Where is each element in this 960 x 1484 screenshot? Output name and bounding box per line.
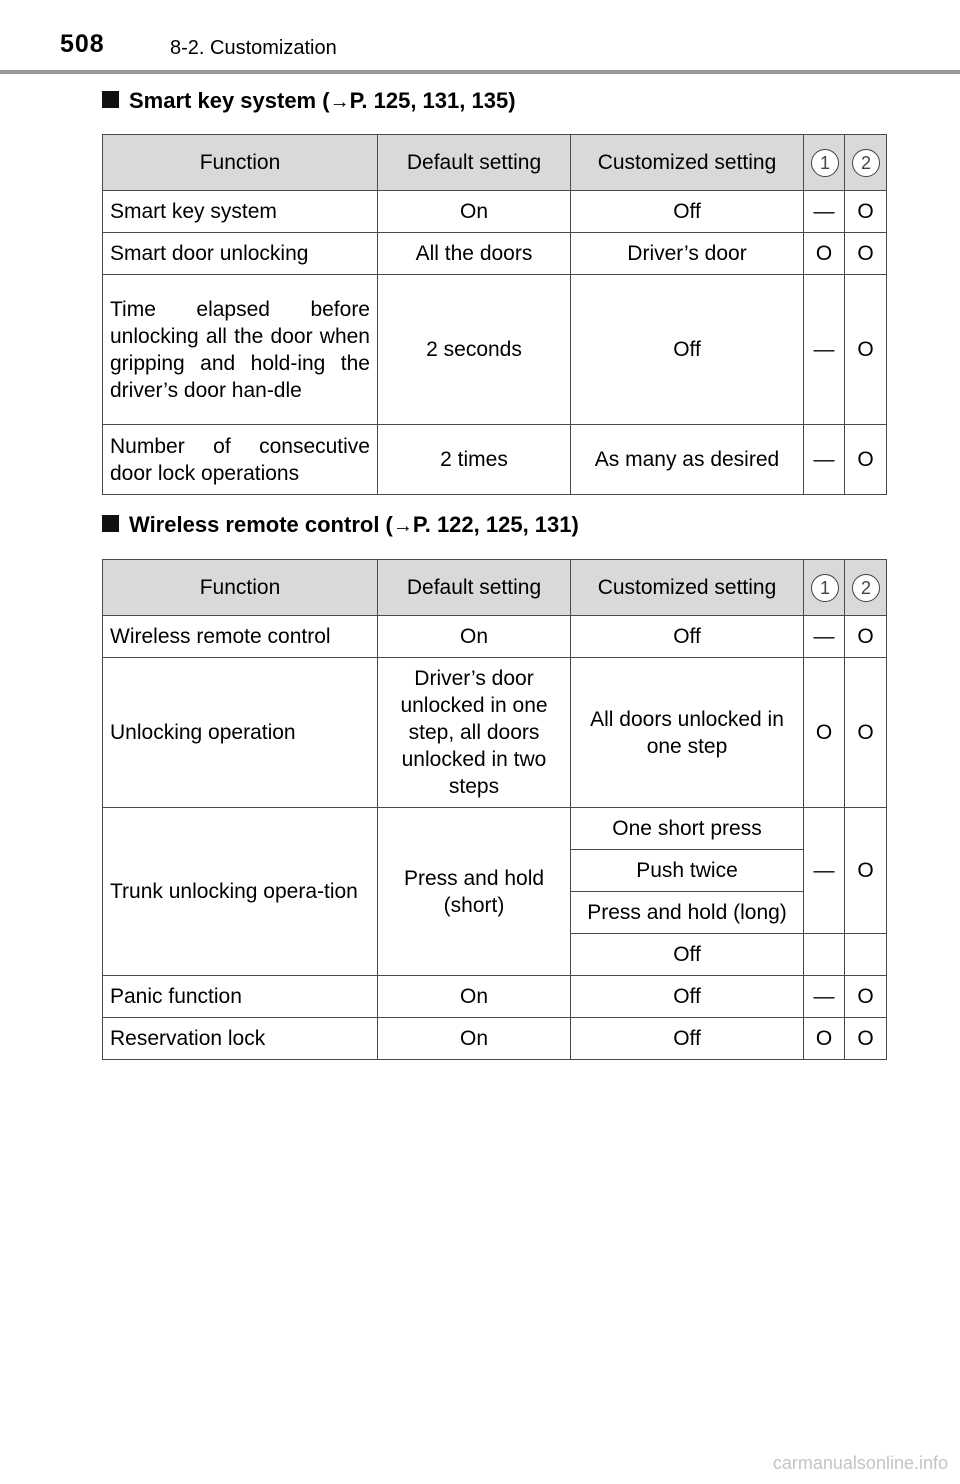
- default-cell: Press and hold (short): [378, 808, 571, 976]
- default-cell: On: [378, 976, 571, 1018]
- empty-cell: [804, 934, 845, 976]
- col1-cell: O: [804, 233, 845, 275]
- table-row: [103, 233, 887, 275]
- column-header-customized: Customized setting: [571, 560, 804, 616]
- function-cell: Wireless remote control: [103, 616, 378, 658]
- col2-cell: O: [845, 425, 887, 495]
- column-header-default: Default setting: [378, 135, 571, 191]
- function-cell: Smart key system: [103, 191, 378, 233]
- default-cell: All the doors: [378, 233, 571, 275]
- customized-cell: Off: [571, 976, 804, 1018]
- square-bullet-icon: [102, 515, 119, 532]
- col2-cell: O: [845, 191, 887, 233]
- arrow-right-icon: →: [329, 91, 350, 113]
- function-cell: Unlocking operation: [103, 658, 378, 808]
- col1-cell: —: [804, 616, 845, 658]
- col1-cell: —: [804, 425, 845, 495]
- smart-key-table: [102, 134, 887, 495]
- table-row: [103, 1018, 887, 1060]
- table-header-row: [103, 135, 887, 191]
- customized-cell: Off: [571, 616, 804, 658]
- col2-cell: O: [845, 275, 887, 425]
- circled-one-icon: 1: [811, 149, 839, 177]
- function-cell: Panic function: [103, 976, 378, 1018]
- wireless-remote-heading: Wireless remote control (→P. 122, 125, 131): [102, 512, 579, 538]
- col1-cell: —: [804, 275, 845, 425]
- table-row: [103, 658, 887, 808]
- col2-cell: O: [845, 616, 887, 658]
- square-bullet-icon: [102, 91, 119, 108]
- default-cell: On: [378, 1018, 571, 1060]
- section-label: 8-2. Customization: [170, 37, 337, 59]
- table-row: [103, 976, 887, 1018]
- page-header: [0, 0, 960, 75]
- col2-cell: O: [845, 976, 887, 1018]
- column-header-function: Function: [103, 560, 378, 616]
- col1-cell: O: [804, 1018, 845, 1060]
- function-cell: Number of consecutive door lock operations: [103, 425, 378, 495]
- table-row: [103, 275, 887, 425]
- col1-cell: —: [804, 808, 845, 934]
- customized-cell: Driver’s door: [571, 233, 804, 275]
- col2-cell: O: [845, 233, 887, 275]
- circled-two-icon: 2: [852, 149, 880, 177]
- default-cell: Driver’s door unlocked in one step, all doors unlocked in two steps: [378, 658, 571, 808]
- column-header-1: [804, 135, 845, 191]
- default-cell: On: [378, 191, 571, 233]
- col1-cell: O: [804, 658, 845, 808]
- table-row: [103, 425, 887, 495]
- function-cell: Trunk unlocking opera-tion: [103, 808, 378, 976]
- arrow-right-icon: →: [392, 515, 413, 537]
- default-cell: 2 times: [378, 425, 571, 495]
- customized-cell: As many as desired: [571, 425, 804, 495]
- table-row: [103, 808, 887, 850]
- column-header-function: Function: [103, 135, 378, 191]
- default-cell: On: [378, 616, 571, 658]
- function-cell: Time elapsed before unlocking all the door when gripping and hold-ing the driver’s door han-dle: [103, 275, 378, 425]
- column-header-2: [845, 560, 887, 616]
- header-rule: [0, 70, 960, 74]
- table-row: [103, 616, 887, 658]
- col2-cell: O: [845, 1018, 887, 1060]
- col2-cell: O: [845, 808, 887, 934]
- page-reference: P. 122, 125, 131): [412, 512, 579, 537]
- customized-cell: Off: [571, 275, 804, 425]
- table-header-row: [103, 560, 887, 616]
- empty-cell: [845, 934, 887, 976]
- customized-option-cell: Press and hold (long): [571, 892, 804, 934]
- wireless-remote-table: [102, 559, 887, 1060]
- column-header-default: Default setting: [378, 560, 571, 616]
- circled-two-icon: 2: [852, 574, 880, 602]
- customized-option-cell: Off: [571, 934, 804, 976]
- customized-option-cell: One short press: [571, 808, 804, 850]
- smart-key-heading: Smart key system (→P. 125, 131, 135): [102, 88, 516, 114]
- col1-cell: —: [804, 976, 845, 1018]
- column-header-customized: Customized setting: [571, 135, 804, 191]
- page-reference: P. 125, 131, 135): [349, 88, 516, 113]
- function-cell: Reservation lock: [103, 1018, 378, 1060]
- function-cell: Smart door unlocking: [103, 233, 378, 275]
- column-header-2: [845, 135, 887, 191]
- col2-cell: O: [845, 658, 887, 808]
- page-number: 508: [60, 30, 105, 58]
- circled-one-icon: 1: [811, 574, 839, 602]
- customized-cell: Off: [571, 191, 804, 233]
- customized-cell: All doors unlocked in one step: [571, 658, 804, 808]
- table-row: [103, 191, 887, 233]
- customized-cell: Off: [571, 1018, 804, 1060]
- col1-cell: —: [804, 191, 845, 233]
- watermark: carmanualsonline.info: [772, 1453, 948, 1473]
- column-header-1: [804, 560, 845, 616]
- default-cell: 2 seconds: [378, 275, 571, 425]
- customized-option-cell: Push twice: [571, 850, 804, 892]
